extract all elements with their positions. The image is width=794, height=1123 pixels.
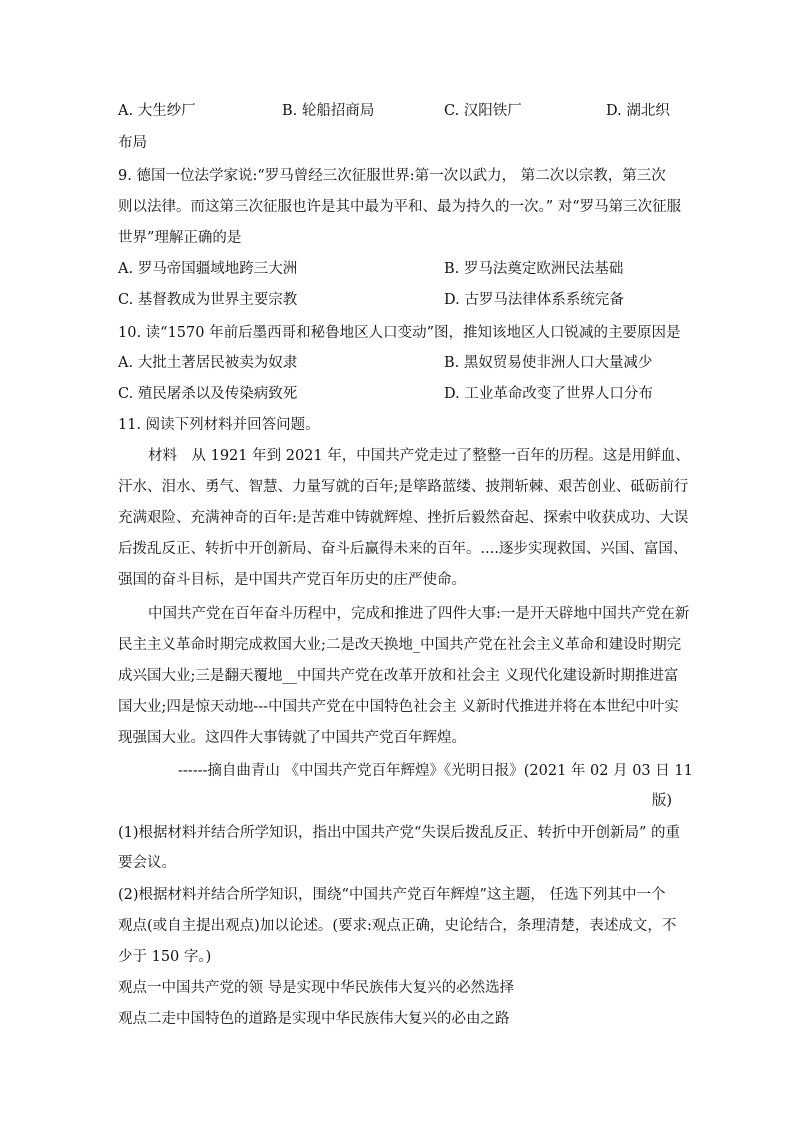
subquestion-2: 少于 150 字。) xyxy=(118,949,212,965)
q9-option-b: B. 罗马法奠定欧洲民法基础 xyxy=(444,261,624,277)
q9-option-c: C. 基督教成为世界主要宗教 xyxy=(118,292,298,308)
material-line: 国大业;四是惊天动地---中国共产党在中国特色社会主 义新时代推进并将在本世纪中叶实 xyxy=(118,699,679,715)
q10-option-c: C. 殖民屠杀以及传染病致死 xyxy=(118,386,298,402)
q9-stem-line: 则以法律。而这第三次征服也许是其中最为平和、最为持久的一次。” 对“罗马第三次征服 xyxy=(118,199,682,215)
viewpoint-1: 观点一中国共产党的领 导是实现中华民族伟大复兴的必然选择 xyxy=(118,980,515,996)
q9-stem-line: 世界”理解正确的是 xyxy=(118,230,242,246)
subquestion-2: 观点(或自主提出观点)加以论述。(要求:观点正确，史论结合，条理清楚，表述成文，不 xyxy=(118,918,677,934)
material-line: 强国的奋斗目标，是中国共产党百年历史的庄严使命。 xyxy=(118,572,466,588)
source-citation: ------摘自曲青山 《中国共产党百年辉煌》《光明日报》(2021 年 02 月 03 日 11 xyxy=(178,763,693,779)
q8-option-a: A. 大生纱厂 xyxy=(118,103,196,119)
material-line: 后拨乱反正、转折中开创新局、奋斗后赢得未来的百年。....逐步实现救国、兴国、富国、 xyxy=(118,541,688,557)
source-citation-wrap: 版) xyxy=(651,793,672,809)
q9-stem-line: 9. 德国一位法学家说:“罗马曾经三次征服世界:第一次以武力， 第二次以宗教，第三次 xyxy=(118,168,666,184)
material-line: 民主主义革命时期完成救国大业;二是改天换地_中国共产党在社会主义革命和建设时期完 xyxy=(118,637,682,653)
viewpoint-2: 观点二走中国特色的道路是实现中华民族伟大复兴的必由之路 xyxy=(118,1011,510,1027)
q10-option-a: A. 大批土著居民被卖为奴隶 xyxy=(118,355,298,371)
subquestion-1: (1)根据材料并结合所学知识，指出中国共产党“失误后拨乱反正、转折中开创新局” 的重 xyxy=(118,825,680,841)
q8-option-c: C. 汉阳铁厂 xyxy=(444,103,522,119)
material-line: 中国共产党在百年奋斗历程中，完成和推进了四件大事:一是开天辟地中国共产党在新 xyxy=(148,606,690,622)
q11-stem: 11. 阅读下列材料并回答问题。 xyxy=(118,417,320,433)
q9-option-a: A. 罗马帝国疆域地跨三大洲 xyxy=(118,261,298,277)
material-line: 充满艰险、充满神奇的百年:是苦难中铸就辉煌、挫折后毅然奋起、探索中收获成功、大误 xyxy=(118,510,689,526)
subquestion-2: (2)根据材料并结合所学知识，围绕“中国共产党百年辉煌”这主题， 任选下列其中一个 xyxy=(118,887,666,903)
subquestion-1: 要会议。 xyxy=(118,855,176,871)
q8-option-d-wrap: 布局 xyxy=(118,135,147,151)
q8-option-d: D. 湖北织 xyxy=(606,103,670,119)
q10-stem: 10. 读“1570 年前后墨西哥和秘鲁地区人口变动”图，推知该地区人口锐减的主要原因是 xyxy=(118,325,681,341)
q10-option-d: D. 工业革命改变了世界人口分布 xyxy=(444,386,653,402)
material-line: 汗水、泪水、勇气、智慧、力量写就的百年;是筚路蓝缕、披荆斩棘、艰苦创业、砥砺前行 xyxy=(118,479,689,495)
material-line: 成兴国大业;三是翻天覆地__中国共产党在改革开放和社会主 义现代化建设新时期推进富 xyxy=(118,668,679,684)
material-line: 材料 从 1921 年到 2021 年，中国共产党走过了整整一百年的历程。这是用鲜血、 xyxy=(148,448,690,464)
q8-option-b: B. 轮船招商局 xyxy=(282,103,375,119)
material-line: 现强国大业。这四件大事铸就了中国共产党百年辉煌。 xyxy=(118,730,466,746)
q9-option-d: D. 古罗马法律体系系统完备 xyxy=(444,292,624,308)
q10-option-b: B. 黑奴贸易使非洲人口大量减少 xyxy=(444,355,653,371)
